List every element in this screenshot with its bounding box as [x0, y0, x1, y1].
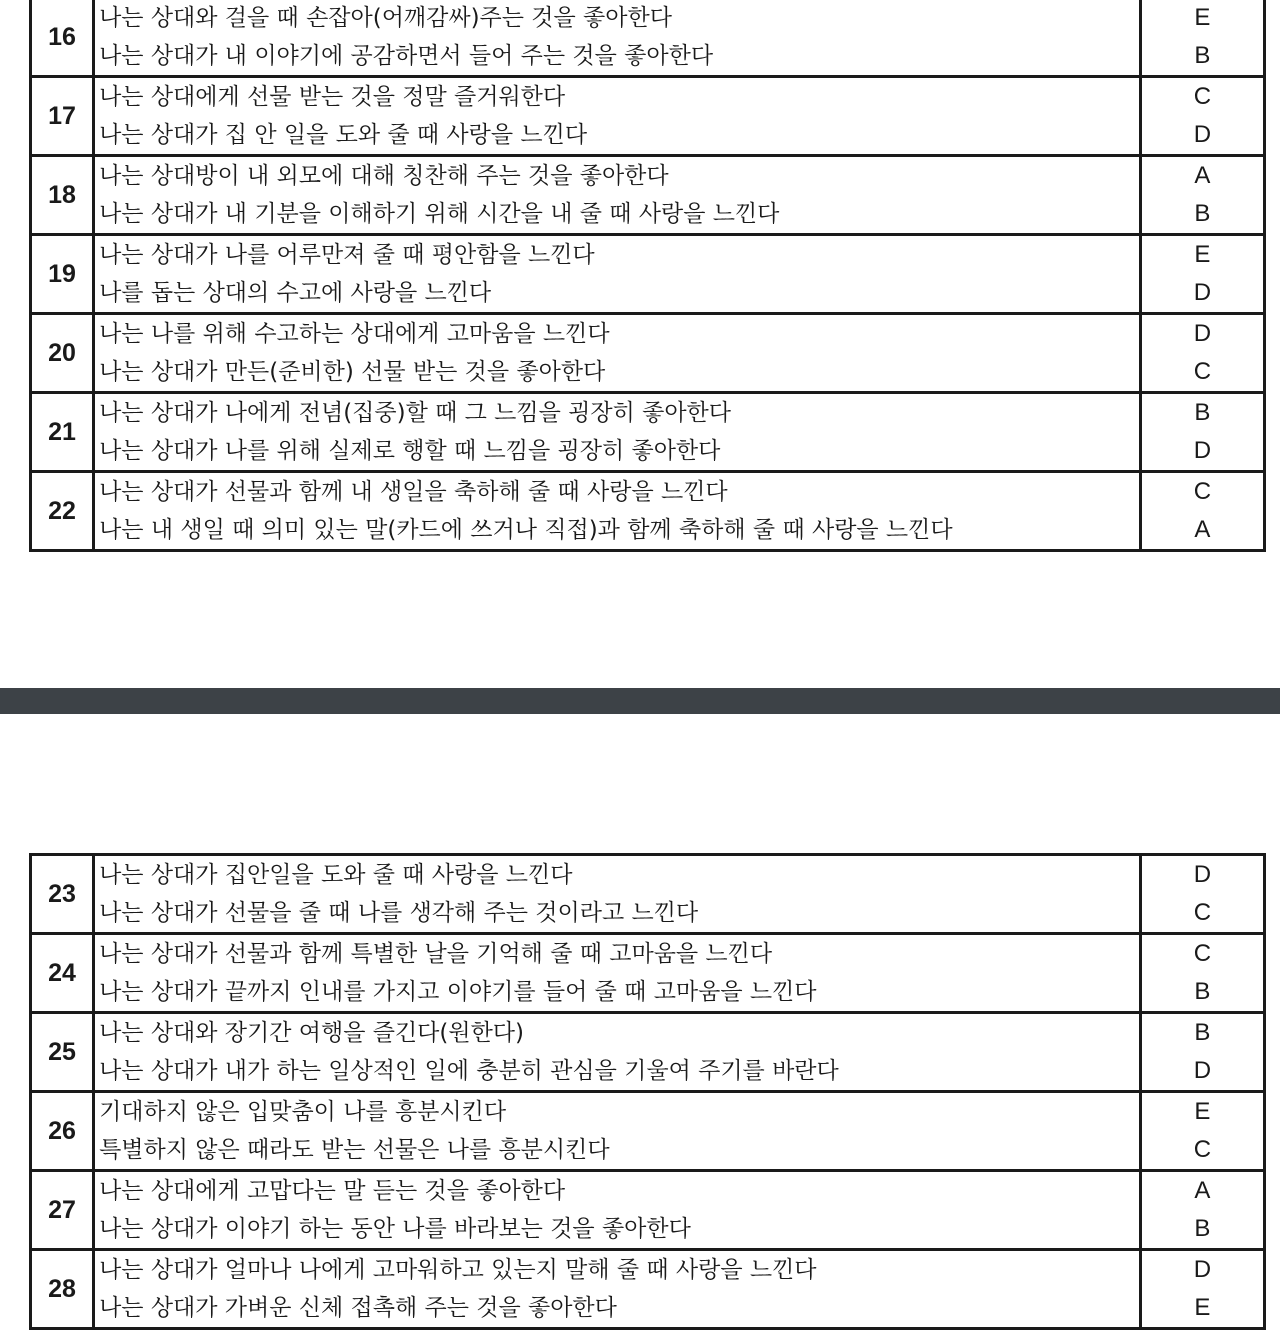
answer-codes-cell: [1140, 314, 1264, 393]
answer-code-1: D: [1193, 320, 1212, 347]
answer-code-1: B: [1194, 1019, 1211, 1046]
answer-code-1: E: [1194, 4, 1211, 31]
table-row: [31, 314, 1265, 393]
answer-code-2: C: [1193, 899, 1212, 926]
table-row: [31, 1013, 1265, 1092]
statements-cell: [94, 472, 1141, 551]
answer-codes-cell: [1140, 1250, 1264, 1329]
statement-2: 특별하지 않은 때라도 받는 선물은 나를 흥분시킨다: [99, 1137, 610, 1163]
statement-1: 나는 상대와 장기간 여행을 즐긴다(원한다): [99, 1020, 524, 1046]
statement-1: 나는 상대가 선물과 함께 특별한 날을 기억해 줄 때 고마움을 느낀다: [99, 941, 773, 967]
answer-code-2: D: [1193, 1057, 1212, 1084]
answer-code-2: C: [1193, 358, 1212, 385]
table-row: [31, 472, 1265, 551]
answer-codes-cell: [1140, 393, 1264, 472]
question-number: 20: [31, 314, 94, 393]
question-number: 25: [31, 1013, 94, 1092]
statement-2: 나는 상대가 내 기분을 이해하기 위해 시간을 내 줄 때 사랑을 느낀다: [99, 201, 780, 227]
table-row: [31, 77, 1265, 156]
question-number: 21: [31, 393, 94, 472]
table-row: [31, 934, 1265, 1013]
table-row: [31, 855, 1265, 934]
statement-2: 나는 내 생일 때 의미 있는 말(카드에 쓰거나 직접)과 함께 축하해 줄 때 사랑을 느낀다: [99, 517, 953, 543]
question-number: 24: [31, 934, 94, 1013]
answer-codes-cell: [1140, 77, 1264, 156]
answer-code-1: C: [1193, 940, 1212, 967]
statement-2: 나는 상대가 끝까지 인내를 가지고 이야기를 들어 줄 때 고마움을 느낀다: [99, 979, 817, 1005]
answer-code-1: C: [1193, 83, 1212, 110]
question-number: 22: [31, 472, 94, 551]
answer-code-2: D: [1193, 437, 1212, 464]
question-table-top: [29, 0, 1266, 552]
question-number: 27: [31, 1171, 94, 1250]
answer-code-1: A: [1194, 162, 1211, 189]
answer-codes-cell: [1140, 1013, 1264, 1092]
statements-cell: [94, 1171, 1141, 1250]
answer-codes-cell: [1140, 855, 1264, 934]
answer-code-2: B: [1194, 42, 1211, 69]
answer-code-1: B: [1194, 399, 1211, 426]
answer-code-1: E: [1194, 241, 1211, 268]
statements-cell: [94, 0, 1141, 77]
answer-code-2: C: [1193, 1136, 1212, 1163]
statement-2: 나는 상대가 나를 위해 실제로 행할 때 느낌을 굉장히 좋아한다: [99, 438, 721, 464]
statement-1: 나는 상대가 집안일을 도와 줄 때 사랑을 느낀다: [99, 862, 573, 888]
statement-1: 나는 상대와 걸을 때 손잡아(어깨감싸)주는 것을 좋아한다: [99, 5, 672, 31]
statement-1: 나는 나를 위해 수고하는 상대에게 고마움을 느낀다: [99, 321, 610, 347]
statement-1: 나는 상대에게 고맙다는 말 듣는 것을 좋아한다: [99, 1178, 566, 1204]
question-number: 17: [31, 77, 94, 156]
answer-codes-cell: [1140, 235, 1264, 314]
statement-1: 나는 상대가 나에게 전념(집중)할 때 그 느낌을 굉장히 좋아한다: [99, 400, 731, 426]
question-number: 19: [31, 235, 94, 314]
table-row: [31, 393, 1265, 472]
question-rows: [31, 0, 1265, 551]
statement-2: 나는 상대가 가벼운 신체 접촉해 주는 것을 좋아한다: [99, 1295, 617, 1321]
question-number: 18: [31, 156, 94, 235]
answer-codes-cell: [1140, 472, 1264, 551]
table-row: [31, 1171, 1265, 1250]
table-row: [31, 235, 1265, 314]
answer-code-2: A: [1194, 516, 1211, 543]
statements-cell: [94, 235, 1141, 314]
table-row: [31, 0, 1265, 77]
statements-cell: [94, 855, 1141, 934]
answer-code-2: D: [1193, 279, 1212, 306]
answer-code-2: E: [1194, 1294, 1211, 1321]
answer-code-1: A: [1194, 1177, 1211, 1204]
answer-codes-cell: [1140, 0, 1264, 77]
statement-2: 나는 상대가 내가 하는 일상적인 일에 충분히 관심을 기울여 주기를 바란다: [99, 1058, 839, 1084]
answer-code-2: B: [1194, 1215, 1211, 1242]
question-number: 26: [31, 1092, 94, 1171]
statement-2: 나는 상대가 집 안 일을 도와 줄 때 사랑을 느낀다: [99, 122, 588, 148]
statements-cell: [94, 1092, 1141, 1171]
question-number: 16: [31, 0, 94, 77]
answer-code-1: E: [1194, 1098, 1211, 1125]
statement-2: 나를 돕는 상대의 수고에 사랑을 느낀다: [99, 280, 492, 306]
answer-code-2: B: [1194, 200, 1211, 227]
answer-code-1: D: [1193, 1256, 1212, 1283]
statement-1: 나는 상대가 선물과 함께 내 생일을 축하해 줄 때 사랑을 느낀다: [99, 479, 728, 505]
statement-2: 나는 상대가 만든(준비한) 선물 받는 것을 좋아한다: [99, 359, 606, 385]
answer-codes-cell: [1140, 156, 1264, 235]
statements-cell: [94, 1250, 1141, 1329]
question-rows: [31, 855, 1265, 1329]
answer-code-1: D: [1193, 861, 1212, 888]
table-row: [31, 1092, 1265, 1171]
statements-cell: [94, 156, 1141, 235]
answer-code-1: C: [1193, 478, 1212, 505]
statement-2: 나는 상대가 이야기 하는 동안 나를 바라보는 것을 좋아한다: [99, 1216, 691, 1242]
question-number: 23: [31, 855, 94, 934]
question-number: 28: [31, 1250, 94, 1329]
statements-cell: [94, 393, 1141, 472]
statement-1: 나는 상대방이 내 외모에 대해 칭찬해 주는 것을 좋아한다: [99, 163, 669, 189]
question-table-bottom: [29, 853, 1266, 1330]
page-divider: [0, 688, 1280, 714]
statement-1: 기대하지 않은 입맞춤이 나를 흥분시킨다: [99, 1099, 507, 1125]
answer-codes-cell: [1140, 1092, 1264, 1171]
statement-1: 나는 상대에게 선물 받는 것을 정말 즐거워한다: [99, 84, 566, 110]
statement-1: 나는 상대가 나를 어루만져 줄 때 평안함을 느낀다: [99, 242, 595, 268]
table-row: [31, 156, 1265, 235]
statement-1: 나는 상대가 얼마나 나에게 고마워하고 있는지 말해 줄 때 사랑을 느낀다: [99, 1257, 817, 1283]
answer-code-2: B: [1194, 978, 1211, 1005]
statements-cell: [94, 1013, 1141, 1092]
statements-cell: [94, 314, 1141, 393]
answer-codes-cell: [1140, 1171, 1264, 1250]
answer-codes-cell: [1140, 934, 1264, 1013]
statements-cell: [94, 77, 1141, 156]
statement-2: 나는 상대가 내 이야기에 공감하면서 들어 주는 것을 좋아한다: [99, 43, 714, 69]
statement-2: 나는 상대가 선물을 줄 때 나를 생각해 주는 것이라고 느낀다: [99, 900, 699, 926]
statements-cell: [94, 934, 1141, 1013]
table-row: [31, 1250, 1265, 1329]
answer-code-2: D: [1193, 121, 1212, 148]
